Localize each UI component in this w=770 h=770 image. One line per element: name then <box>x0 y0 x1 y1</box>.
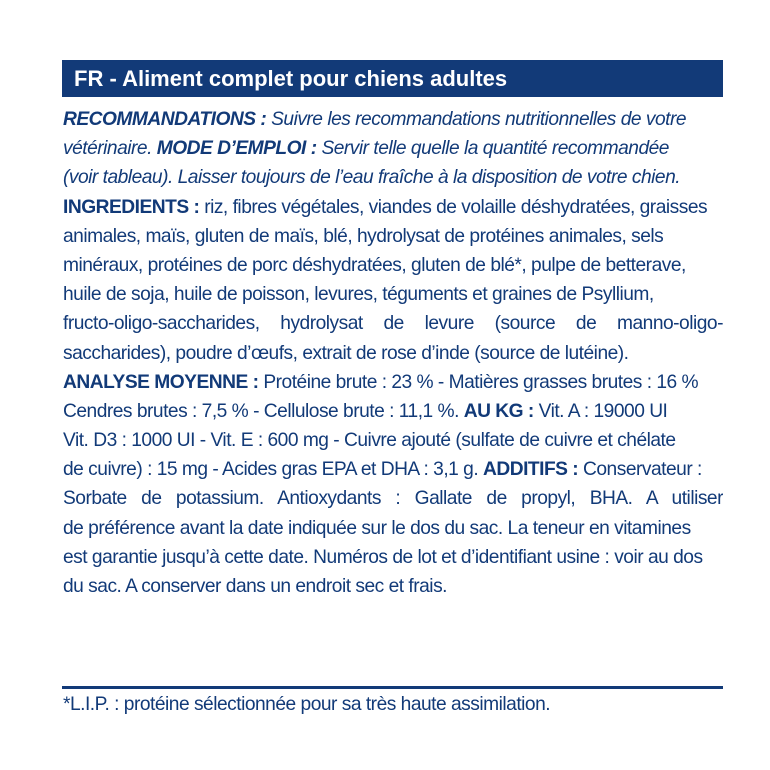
text-segment: Vit. D3 : 1000 UI - Vit. E : 600 mg - Cuivre ajouté (sulfate de cuivre et chélate <box>63 430 676 452</box>
text-segment: (voir tableau). Laisser toujours de l’eau fraîche à la disposition de votre chien. <box>63 167 681 189</box>
text-segment: minéraux, protéines de porc déshydratées, gluten de blé*, pulpe de betterave, <box>63 254 686 276</box>
text-line <box>63 397 723 426</box>
section-heading: AU KG : <box>463 400 534 422</box>
text-segment: animales, maïs, gluten de maïs, blé, hydrolysat de protéines animales, sels <box>63 225 664 247</box>
text-line <box>63 543 723 572</box>
text-segment: Cendres brutes : 7,5 % - Cellulose brute : 11,1 %. <box>63 400 464 422</box>
section-heading: ANALYSE MOYENNE : <box>63 371 259 393</box>
text-line <box>63 368 723 397</box>
text-line <box>63 105 723 134</box>
text-line <box>63 455 723 484</box>
text-line <box>63 514 723 543</box>
text-line <box>63 134 723 163</box>
header-title: Aliment complet pour chiens adultes <box>122 66 508 91</box>
text-line <box>63 163 723 192</box>
section-heading: RECOMMANDATIONS : <box>63 109 267 130</box>
text-line <box>63 222 723 251</box>
text-line <box>63 193 723 222</box>
text-segment: Sorbate de potassium. Antioxydants : Gallate de propyl, BHA. A utiliser <box>63 488 723 510</box>
text-segment: Suivre les recommandations nutritionnelles de votre <box>266 109 687 130</box>
text-segment: de préférence avant la date indiquée sur le dos du sac. La teneur en vitamines <box>63 517 691 539</box>
text-segment: saccharides), poudre d’œufs, extrait de rose d’inde (source de lutéine). <box>63 342 629 364</box>
text-line <box>63 339 723 368</box>
text-segment: riz, fibres végétales, viandes de volaille déshydratées, graisses <box>199 196 708 218</box>
footnote: *L.I.P. : protéine sélectionnée pour sa très haute assimilation. <box>63 694 551 715</box>
text-line <box>63 309 723 338</box>
text-segment: Protéine brute : 23 % - Matières grasses brutes : 16 % <box>258 371 699 393</box>
text-line <box>63 572 723 601</box>
text-segment: est garantie jusqu’à cette date. Numéros de lot et d’identifiant usine : voir au dos <box>63 546 703 568</box>
label-text-block <box>63 105 723 601</box>
text-segment: vétérinaire. <box>63 138 157 160</box>
section-heading: ADDITIFS : <box>483 459 579 481</box>
text-segment: de cuivre) : 15 mg - Acides gras EPA et DHA : 3,1 g. <box>63 459 483 481</box>
text-line <box>63 251 723 280</box>
text-line <box>63 484 723 513</box>
text-segment: Vit. A : 19000 UI <box>533 400 668 422</box>
text-segment: Servir telle quelle la quantité recommandée <box>316 138 669 160</box>
header-bar <box>62 60 723 97</box>
text-line <box>63 280 723 309</box>
header-separator: - <box>103 66 123 91</box>
section-heading: MODE D’EMPLOI : <box>156 138 317 160</box>
text-segment: huile de soja, huile de poisson, levures, téguments et graines de Psyllium, <box>63 284 654 306</box>
text-segment: Conservateur : <box>578 459 702 481</box>
language-code: FR <box>74 66 104 91</box>
text-line <box>63 426 723 455</box>
text-segment: fructo-oligo-saccharides, hydrolysat de levure (source de manno-oligo- <box>63 313 723 335</box>
section-heading: INGREDIENTS : <box>63 196 200 218</box>
footnote-divider <box>62 686 723 689</box>
text-segment: du sac. A conserver dans un endroit sec et frais. <box>63 576 447 597</box>
